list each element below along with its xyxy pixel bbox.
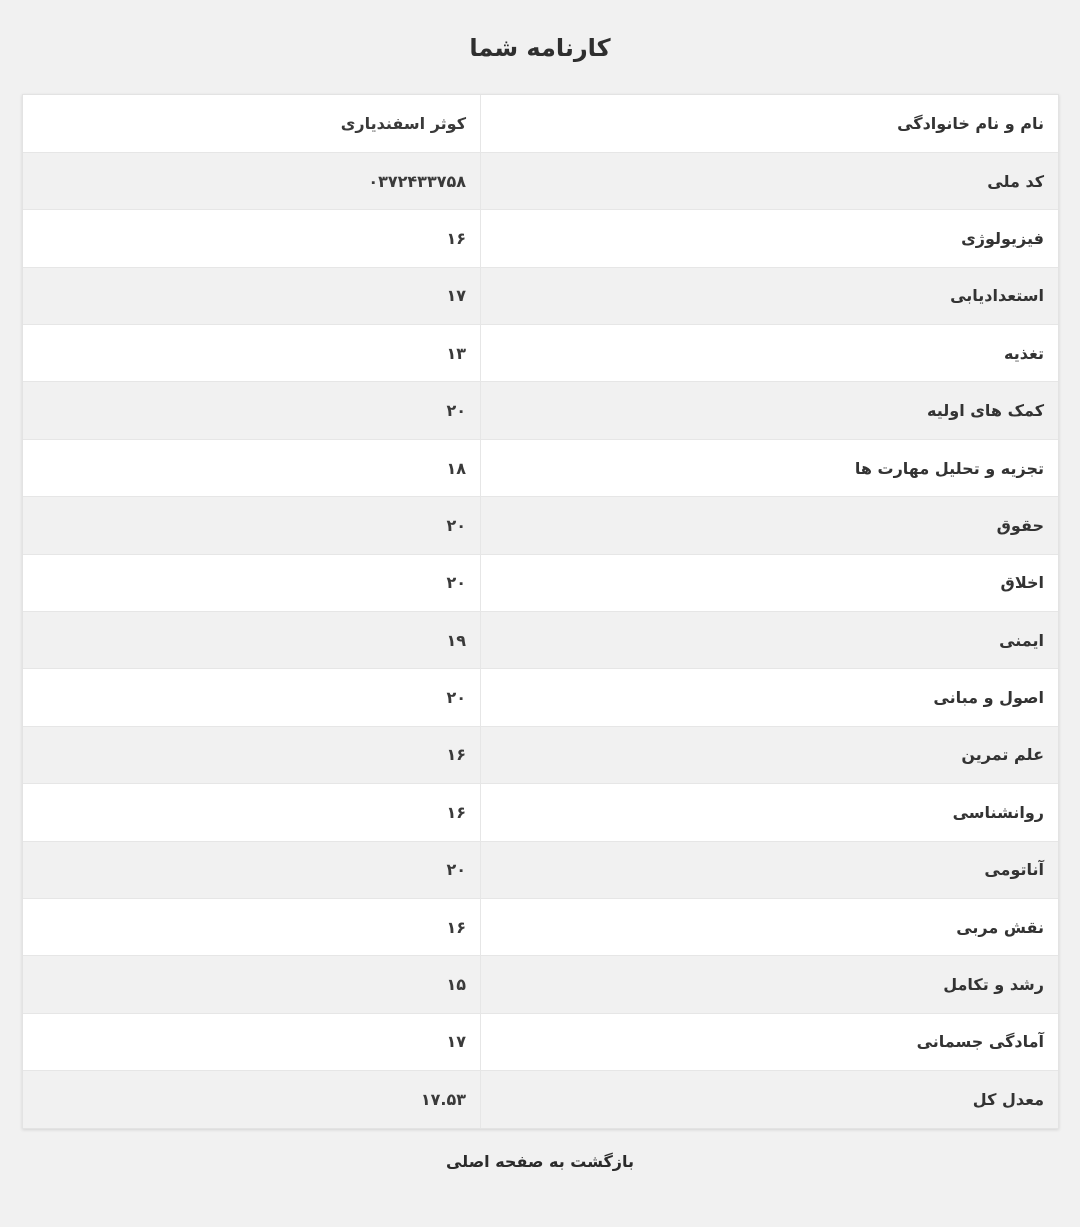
row-label-first-aid: کمک های اولیه — [481, 382, 1059, 439]
row-value-psychology: ۱۶ — [23, 784, 481, 841]
row-value-talent-identification: ۱۷ — [23, 267, 481, 324]
table-row — [23, 784, 1058, 841]
row-label-national-id: کد ملی — [481, 152, 1059, 209]
row-label-coach-role: نقش مربی — [481, 898, 1059, 955]
row-label-skill-analysis: تجزیه و تحلیل مهارت ها — [481, 439, 1059, 496]
row-value-anatomy: ۲۰ — [23, 841, 481, 898]
grades-table-body — [23, 95, 1058, 1128]
table-row — [23, 726, 1058, 783]
row-label-talent-identification: استعدادیابی — [481, 267, 1059, 324]
table-row — [23, 325, 1058, 382]
table-row — [23, 612, 1058, 669]
row-value-physical-fitness: ۱۷ — [23, 1013, 481, 1070]
row-value-law: ۲۰ — [23, 497, 481, 554]
row-label-law: حقوق — [481, 497, 1059, 554]
table-row — [23, 267, 1058, 324]
table-row — [23, 898, 1058, 955]
row-label-ethics: اخلاق — [481, 554, 1059, 611]
row-value-skill-analysis: ۱۸ — [23, 439, 481, 496]
row-value-national-id: ۰۳۷۲۴۳۳۷۵۸ — [23, 152, 481, 209]
row-label-safety: ایمنی — [481, 612, 1059, 669]
row-label-psychology: روانشناسی — [481, 784, 1059, 841]
row-value-growth-development: ۱۵ — [23, 956, 481, 1013]
table-row — [23, 554, 1058, 611]
row-label-gpa: معدل کل — [481, 1071, 1059, 1128]
table-row — [23, 669, 1058, 726]
table-row — [23, 152, 1058, 209]
row-label-physiology: فیزیولوژی — [481, 210, 1059, 267]
row-value-nutrition: ۱۳ — [23, 325, 481, 382]
row-value-safety: ۱۹ — [23, 612, 481, 669]
row-value-principles: ۲۰ — [23, 669, 481, 726]
table-row — [23, 1013, 1058, 1070]
table-row — [23, 956, 1058, 1013]
row-value-gpa: ۱۷.۵۳ — [420, 1090, 466, 1110]
row-value-physiology: ۱۶ — [23, 210, 481, 267]
page-title: کارنامه شما — [469, 34, 611, 62]
row-label-training-science: علم تمرین — [481, 726, 1059, 783]
row-label-growth-development: رشد و تکامل — [481, 956, 1059, 1013]
row-value-first-aid: ۲۰ — [23, 382, 481, 439]
grades-table — [23, 95, 1058, 1128]
row-value-training-science: ۱۶ — [23, 726, 481, 783]
table-row — [23, 841, 1058, 898]
row-value-coach-role: ۱۶ — [23, 898, 481, 955]
report-card — [22, 94, 1059, 1129]
row-label-physical-fitness: آمادگی جسمانی — [481, 1013, 1059, 1070]
table-row — [23, 1071, 1058, 1128]
table-row — [23, 382, 1058, 439]
table-row — [23, 210, 1058, 267]
row-label-full-name: نام و نام خانوادگی — [481, 95, 1059, 152]
row-label-nutrition: تغذیه — [481, 325, 1059, 382]
back-to-home-link[interactable]: بازگشت به صفحه اصلی — [445, 1152, 635, 1171]
row-value-full-name: کوثر اسفندیاری — [23, 95, 481, 152]
row-value-ethics: ۲۰ — [23, 554, 481, 611]
table-row — [23, 497, 1058, 554]
table-row — [23, 439, 1058, 496]
table-row — [23, 95, 1058, 152]
row-label-anatomy: آناتومی — [481, 841, 1059, 898]
row-label-principles: اصول و مبانی — [481, 669, 1059, 726]
